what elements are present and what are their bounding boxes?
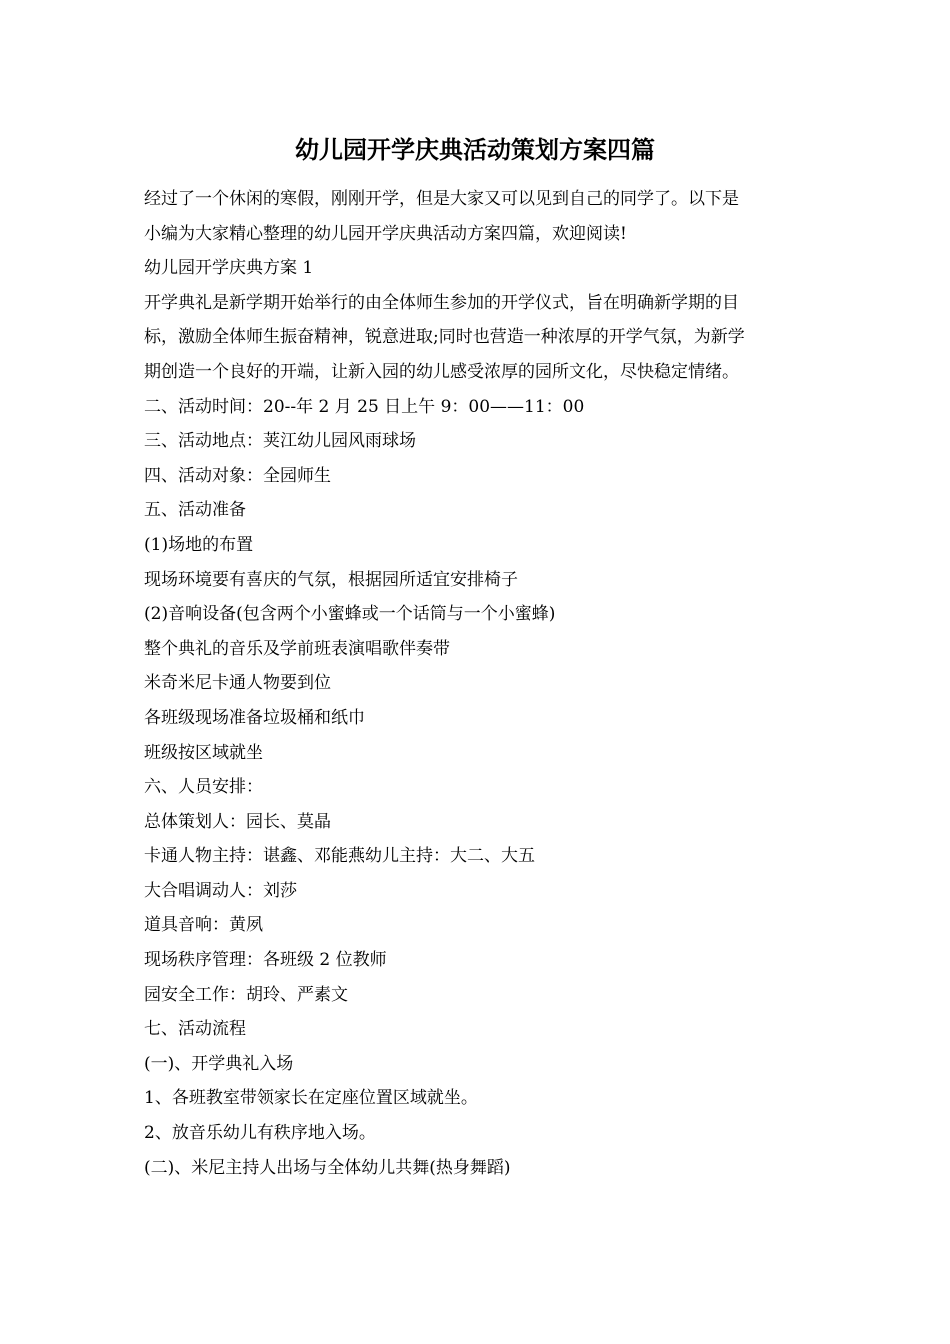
list-item: 各班级现场准备垃圾桶和纸巾 xyxy=(144,707,365,728)
list-item: 现场环境要有喜庆的气氛，根据园所适宜安排椅子 xyxy=(144,569,518,590)
section-heading: 五、活动准备 xyxy=(144,500,246,521)
list-item: 班级按区域就坐 xyxy=(144,742,263,763)
list-item: 园安全工作：胡玲、严素文 xyxy=(144,984,348,1005)
list-item: 1、各班教室带领家长在定座位置区域就坐。 xyxy=(144,1088,478,1109)
section-heading: 幼儿园开学庆典方案 1 xyxy=(144,258,314,279)
list-item: 大合唱调动人：刘莎 xyxy=(144,880,297,901)
document-title: 幼儿园开学庆典活动策划方案四篇 xyxy=(295,135,655,164)
section-heading: 六、人员安排： xyxy=(144,777,263,798)
paragraph-line: 期创造一个良好的开端，让新入园的幼儿感受浓厚的园所文化，尽快稳定情绪。 xyxy=(144,361,739,382)
list-item: (1)场地的布置 xyxy=(144,534,254,555)
document-body xyxy=(144,182,814,1185)
list-item: 米奇米尼卡通人物要到位 xyxy=(144,673,331,694)
section-heading: 七、活动流程 xyxy=(144,1019,246,1040)
list-item: 现场秩序管理：各班级 2 位教师 xyxy=(144,950,387,971)
list-item: 卡通人物主持：谌鑫、邓能燕幼儿主持：大二、大五 xyxy=(144,846,535,867)
activity-location: 三、活动地点：荚江幼儿园风雨球场 xyxy=(144,431,416,452)
activity-target: 四、活动对象：全园师生 xyxy=(144,465,331,486)
paragraph-line: 经过了一个休闲的寒假，刚刚开学，但是大家又可以见到自己的同学了。以下是 xyxy=(144,189,739,209)
list-item: 整个典礼的音乐及学前班表演唱歌伴奏带 xyxy=(144,638,450,659)
list-item: 2、放音乐幼儿有秩序地入场。 xyxy=(144,1123,376,1144)
list-item: (2)音响设备(包含两个小蜜蜂或一个话筒与一个小蜜蜂) xyxy=(144,604,556,625)
paragraph-line: 开学典礼是新学期开始举行的由全体师生参加的开学仪式，旨在明确新学期的目 xyxy=(144,292,739,313)
paragraph-line: 小编为大家精心整理的幼儿园开学庆典活动方案四篇，欢迎阅读! xyxy=(144,223,627,244)
list-item: 道具音响：黄夙 xyxy=(144,915,263,936)
list-item: (二)、米尼主持人出场与全体幼儿共舞(热身舞蹈) xyxy=(144,1157,511,1178)
paragraph-line: 标，激励全体师生振奋精神，锐意进取;同时也营造一种浓厚的开学气氛，为新学 xyxy=(144,327,745,348)
list-item: 总体策划人：园长、莫晶 xyxy=(144,811,331,832)
list-item: (一)、开学典礼入场 xyxy=(144,1053,294,1074)
activity-time: 二、活动时间：20--年 2 月 25 日上午 9：00——11：00 xyxy=(144,396,585,417)
